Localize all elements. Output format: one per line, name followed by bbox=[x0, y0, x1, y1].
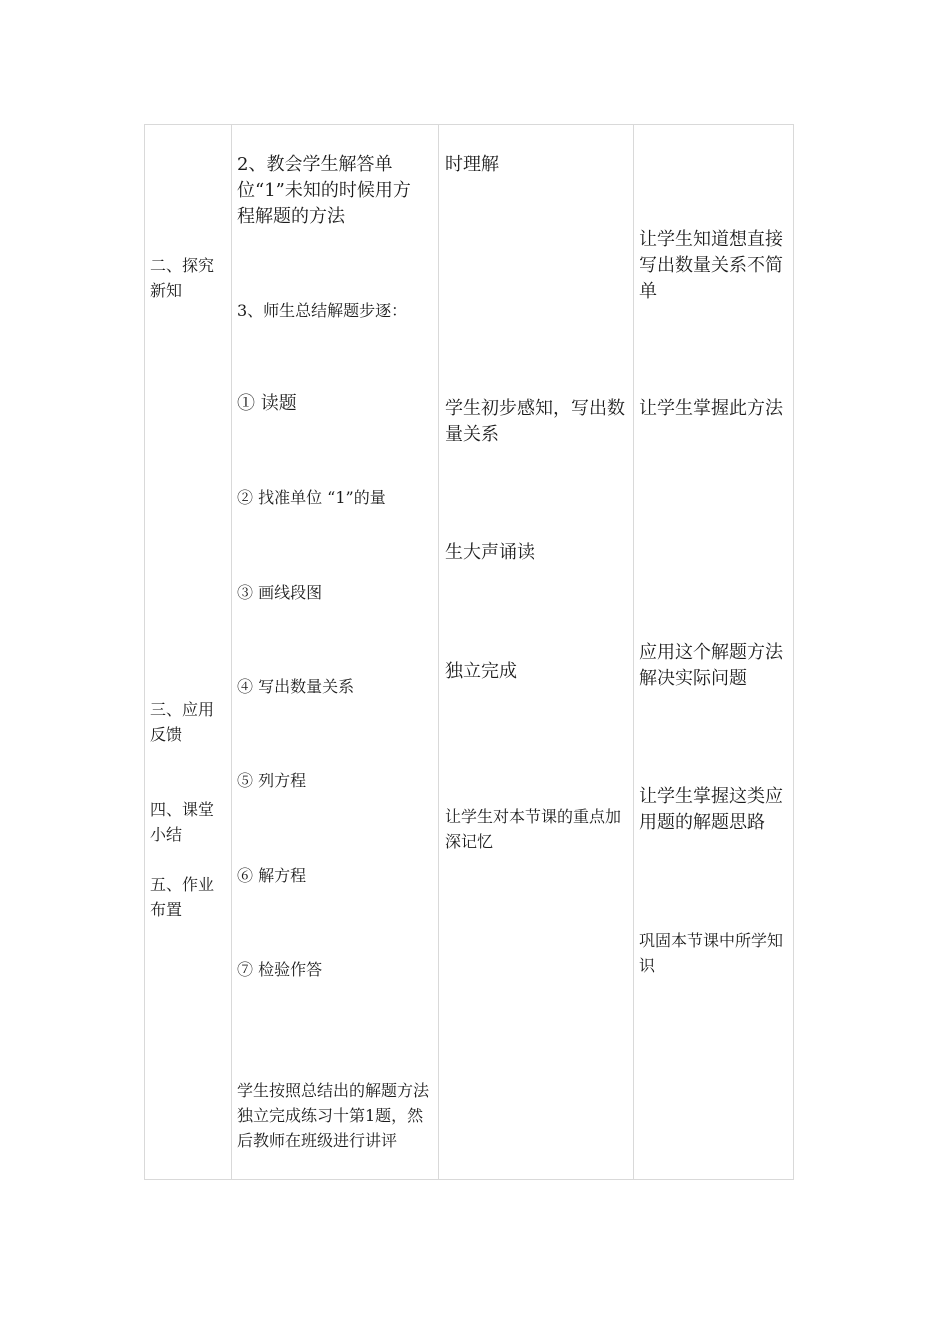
step-solve: ⑥ 解方程 bbox=[237, 866, 307, 885]
stage-explore: 二、探究新知 bbox=[150, 256, 215, 300]
stage-apply: 三、应用反馈 bbox=[150, 700, 215, 744]
step-check: ⑦ 检验作答 bbox=[237, 960, 323, 979]
activity-read-aloud: 生大声诵读 bbox=[445, 542, 535, 563]
column-divider bbox=[231, 125, 232, 1179]
intent-apply-method: 应用这个解题方法解决实际问题 bbox=[639, 642, 783, 689]
step-diagram: ③ 画线段图 bbox=[237, 583, 323, 602]
step-relation: ④ 写出数量关系 bbox=[237, 677, 355, 696]
step-read: ① 读题 bbox=[237, 393, 297, 414]
intent-consolidate: 巩固本节课中所学知识 bbox=[639, 931, 784, 975]
activity-understand: 时理解 bbox=[445, 154, 499, 175]
step-equation: ⑤ 列方程 bbox=[237, 771, 307, 790]
stage-homework: 五、作业布置 bbox=[150, 875, 215, 919]
column-divider bbox=[633, 125, 634, 1179]
step-unit: ② 找准单位 “1”的量 bbox=[237, 488, 386, 507]
column-divider bbox=[438, 125, 439, 1179]
intent-master-method: 让学生掌握此方法 bbox=[639, 398, 783, 419]
activity-deepen: 让学生对本节课的重点加深记忆 bbox=[445, 807, 622, 851]
stage-summary: 四、课堂小结 bbox=[150, 800, 215, 844]
activity-independent: 独立完成 bbox=[445, 661, 517, 682]
intent-know: 让学生知道想直接写出数量关系不简单 bbox=[639, 229, 783, 302]
content-step2: 2、教会学生解答单位“1”未知的时候用方程解题的方法 bbox=[237, 154, 411, 227]
activity-perceive: 学生初步感知，写出数量关系 bbox=[445, 398, 625, 445]
content-step3: 3、师生总结解题步逐： bbox=[237, 301, 408, 320]
content-practice: 学生按照总结出的解题方法独立完成练习十第1题，然后教师在班级进行讲评 bbox=[237, 1081, 430, 1150]
intent-master-thinking: 让学生掌握这类应用题的解题思路 bbox=[639, 786, 783, 833]
